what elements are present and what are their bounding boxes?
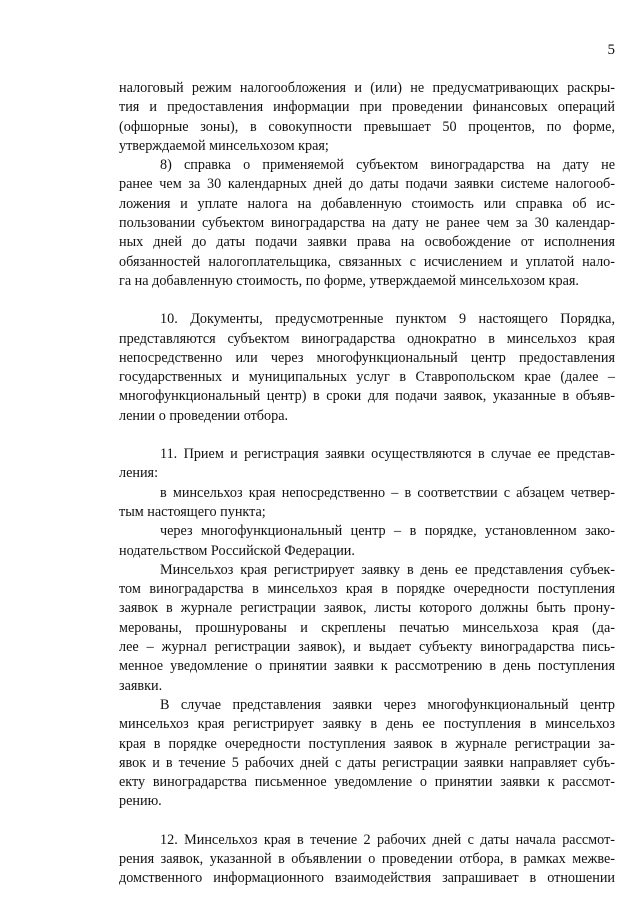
page-number: 5 xyxy=(607,42,615,58)
text-line: обязанностей налогоплательщика, связанных с исчислением и уплатой нало- xyxy=(119,253,615,270)
text-line: утверждаемой минсельхозом края; xyxy=(119,137,329,154)
text-line: заявки. xyxy=(119,677,163,694)
text-line: 12. Минсельхоз края в течение 2 рабочих дней с даты начала рассмот- xyxy=(160,831,615,848)
text-line: заявок в журнале регистрации заявок, листы которого должны быть прону- xyxy=(119,600,615,617)
text-line: пользовании субъектом виноградарства на дату не ранее чем за 30 календар- xyxy=(119,215,615,232)
text-line: 11. Прием и регистрация заявки осуществляются в случае ее представ- xyxy=(160,446,615,463)
text-line: ложения и уплате налога на добавленную стоимость или справка об ис- xyxy=(119,195,615,212)
paragraph-item-8 xyxy=(119,156,615,291)
text-line: представляются субъектом виноградарства однократно в минсельхоз края xyxy=(119,330,615,347)
paragraph-offshore-continuation xyxy=(119,79,615,156)
document-body xyxy=(119,79,615,889)
text-line: га на добавленную стоимость, по форме, утверждаемой минсельхозом края. xyxy=(119,272,579,289)
text-line: рения заявок, указанной в объявлении о проведении отбора, в рамках межве- xyxy=(119,850,615,867)
text-line: нодательством Российской Федерации. xyxy=(119,542,355,559)
text-line: через многофункциональный центр – в порядке, установленном зако- xyxy=(160,523,615,540)
text-line: непосредственно или через многофункциональный центр предоставления xyxy=(119,349,615,366)
text-line: тия и предоставления информации при проведении финансовых операций xyxy=(119,99,615,116)
text-line: лее – журнал регистрации заявок), и выдает субъекту виноградарства пись- xyxy=(119,639,615,656)
text-line: менное уведомление о принятии заявки к рассмотрению в день поступления xyxy=(119,658,615,675)
paragraph-11 xyxy=(119,445,615,812)
text-line: 10. Документы, предусмотренные пунктом 9 настоящего Порядка, xyxy=(160,311,615,328)
text-line: государственных и муниципальных услуг в Ставропольском крае (далее – xyxy=(119,369,615,386)
text-line: ления: xyxy=(119,465,159,482)
paragraph-10 xyxy=(119,310,615,426)
paragraph-gap xyxy=(119,426,615,445)
text-line: ранее чем за 30 календарных дней до даты подачи заявки системе налогооб- xyxy=(119,176,615,193)
paragraph-gap xyxy=(119,291,615,310)
text-line: края в порядке очередности поступления заявок в журнале регистрации за- xyxy=(119,735,615,752)
text-line: том виноградарства в минсельхоз края в порядке очередности поступления xyxy=(119,581,615,598)
text-line: Минсельхоз края регистрирует заявку в день ее представления субъек- xyxy=(160,561,615,578)
text-line: екту виноградарства письменное уведомление о принятии заявки к рассмот- xyxy=(119,774,615,791)
text-line: ных дней до даты подачи заявки права на освобождение от исполнения xyxy=(119,234,615,251)
text-line: в минсельхоз края непосредственно – в соответствии с абзацем четвер- xyxy=(160,484,615,501)
text-line: минсельхоз края регистрирует заявку в день ее поступления в минсельхоз xyxy=(119,716,615,733)
text-line: лении о проведении отбора. xyxy=(119,407,289,424)
text-line: мерованы, прошнурованы и скреплены печатью минсельхоза края (да- xyxy=(119,619,615,636)
text-line: налоговый режим налогообложения и (или) не предусматривающих раскры- xyxy=(119,80,615,96)
paragraph-gap xyxy=(119,812,615,831)
text-line: В случае представления заявки через многофункциональный центр xyxy=(160,696,615,713)
text-line: тым настоящего пункта; xyxy=(119,503,266,520)
text-line: явок и в течение 5 рабочих дней с даты регистрации заявки направляет субъ- xyxy=(119,754,615,771)
text-line: рению. xyxy=(119,793,162,810)
text-line: домственного информационного взаимодействия запрашивает в отношении xyxy=(119,870,615,887)
text-line: 8) справка о применяемой субъектом виноградарства на дату не xyxy=(160,157,615,174)
text-line: (офшорные зоны), в совокупности превышает 50 процентов, по форме, xyxy=(119,118,615,135)
paragraph-12 xyxy=(119,831,615,889)
text-line: многофункциональный центр) в сроки для подачи заявок, указанные в объяв- xyxy=(119,388,615,405)
